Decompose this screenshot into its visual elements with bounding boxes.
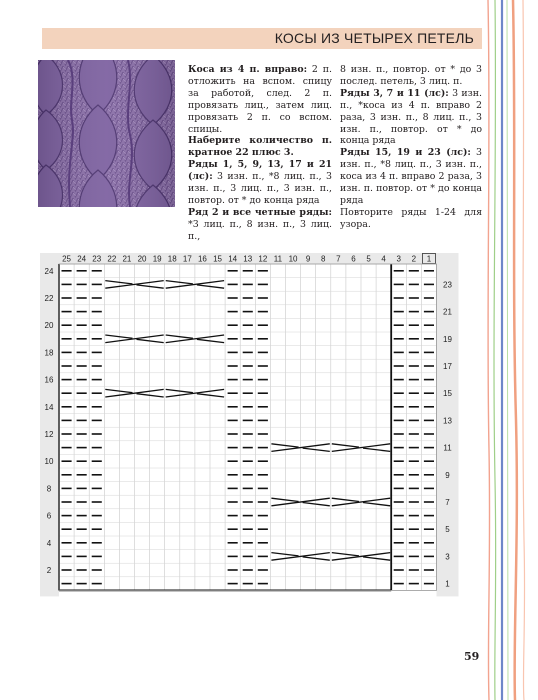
- column-number: 6: [351, 254, 356, 264]
- column-number: 3: [396, 254, 401, 264]
- instruction-para: Ряды 1, 5, 9, 13, 17 и 21 (лс): 3 изн. п., *8 лиц. п., 3 изн. п., 3 лиц. п., 3 изн. п., повтор. от * до конца ряда: [188, 159, 332, 206]
- row-number: 13: [443, 416, 452, 426]
- column-number: 2: [411, 254, 417, 264]
- instruction-para: Наберите количество п. кратное 22 плюс 3.: [188, 135, 332, 159]
- row-number: 17: [443, 362, 452, 371]
- row-number: 23: [443, 280, 452, 290]
- row-number: 5: [445, 525, 450, 535]
- instruction-para: Ряды 15, 19 и 23 (лс): 3 изн. п., *8 лиц. п., 3 изн. п., коса из 4 п. вправо 2 раза, 3 изн. п. повтор. от * до конца ряда: [340, 147, 482, 206]
- instruction-para: Ряды 3, 7 и 11 (лс): 3 изн. п., *коса из 4 п. вправо 2 раза, 3 изн. п., 8 лиц. п., 3 изн. п., повтор. от * до конца ряда: [340, 87, 483, 147]
- column-number: 16: [197, 254, 207, 264]
- row-number: 3: [445, 552, 450, 562]
- column-number: 19: [152, 254, 162, 264]
- page-title: КОСЫ ИЗ ЧЕТЫРЕХ ПЕТЕЛЬ: [274, 30, 474, 46]
- column-number: 21: [122, 254, 132, 264]
- row-number: 18: [44, 348, 54, 358]
- column-number: 5: [366, 254, 371, 264]
- instruction-para: Повторите ряды 1-24 для узора.: [340, 206, 482, 230]
- row-number: 20: [44, 321, 54, 331]
- row-number: 21: [443, 307, 452, 317]
- row-number: 10: [44, 457, 54, 467]
- column-number: 14: [228, 254, 238, 264]
- cable-knit-photo: [38, 60, 175, 207]
- page-number: 59: [464, 650, 480, 663]
- row-number: 4: [46, 538, 52, 548]
- row-number: 15: [443, 389, 452, 399]
- column-number: 15: [213, 254, 223, 264]
- column-number: 8: [321, 254, 326, 264]
- knitting-chart: [40, 253, 486, 613]
- instruction-para: Коса из 4 п. вправо: 2 п. отложить на вспом. спицу за работой, след. 2 п. провязать лиц., затем лиц. провязать 2 п. со вспом. спицы.: [188, 64, 332, 135]
- instructions-column-1: [188, 64, 332, 243]
- column-number: 25: [62, 254, 72, 264]
- row-number: 22: [44, 294, 54, 303]
- column-number: 9: [305, 254, 311, 264]
- row-number: 8: [46, 484, 52, 494]
- row-number: 14: [44, 402, 54, 412]
- row-number: 19: [443, 334, 452, 344]
- column-number: 24: [77, 254, 87, 264]
- instructions-column-2: [340, 64, 482, 231]
- column-number: 10: [288, 254, 298, 264]
- column-number: 17: [182, 254, 192, 264]
- column-number: 4: [381, 254, 386, 264]
- row-number: 7: [445, 498, 450, 507]
- row-number: 24: [44, 266, 54, 276]
- column-number: 11: [273, 254, 283, 264]
- decorative-stripes: [483, 0, 538, 700]
- column-number: 13: [243, 254, 253, 264]
- column-number: 7: [336, 254, 341, 264]
- row-number: 16: [44, 375, 54, 385]
- row-number: 9: [445, 470, 450, 480]
- column-number: 1: [426, 254, 432, 264]
- row-number: 12: [44, 430, 54, 439]
- row-number: 2: [46, 566, 52, 575]
- column-number: 22: [107, 254, 117, 264]
- column-number: 12: [258, 254, 268, 264]
- column-number: 18: [167, 254, 177, 264]
- row-number: 11: [443, 443, 452, 453]
- row-number: 1: [445, 579, 450, 589]
- row-number: 6: [46, 511, 52, 521]
- instruction-para: Ряд 2 и все четные ряды: *3 лиц. п., 8 изн. п., 3 лиц. п.,: [188, 206, 332, 242]
- column-number: 23: [92, 254, 102, 264]
- column-number: 20: [137, 254, 147, 264]
- instruction-para: 8 изн. п., повтор. от * до 3 послед. петель, 3 лиц. п.: [340, 64, 482, 87]
